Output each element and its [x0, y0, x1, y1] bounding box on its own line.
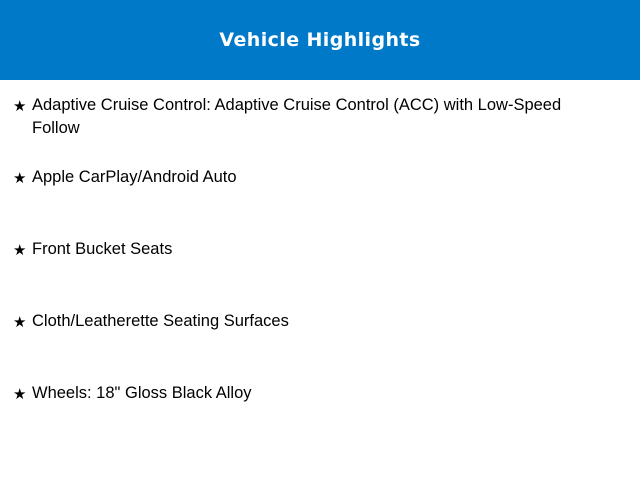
highlights-list: [0, 80, 640, 454]
star-bullet-icon: ★: [13, 314, 27, 331]
list-item: [10, 166, 622, 238]
list-item: [10, 238, 622, 310]
list-item-label: Apple CarPlay/Android Auto: [32, 168, 237, 186]
star-bullet-icon: ★: [13, 170, 27, 187]
list-item-label: Cloth/Leatherette Seating Surfaces: [32, 312, 289, 330]
list-item: [10, 382, 622, 454]
list-item: [10, 94, 622, 166]
star-bullet-icon: ★: [13, 242, 27, 259]
star-bullet-icon: ★: [13, 98, 27, 115]
list-item-label: Wheels: 18" Gloss Black Alloy: [32, 384, 252, 402]
list-item-label: Adaptive Cruise Control: Adaptive Cruise Control (ACC) with Low-Speed Follow: [32, 96, 562, 137]
page-title: Vehicle Highlights: [219, 29, 421, 51]
list-item-label: Front Bucket Seats: [32, 240, 173, 258]
list-item: [10, 310, 622, 382]
star-bullet-icon: ★: [13, 386, 27, 403]
page-header: [0, 0, 640, 80]
